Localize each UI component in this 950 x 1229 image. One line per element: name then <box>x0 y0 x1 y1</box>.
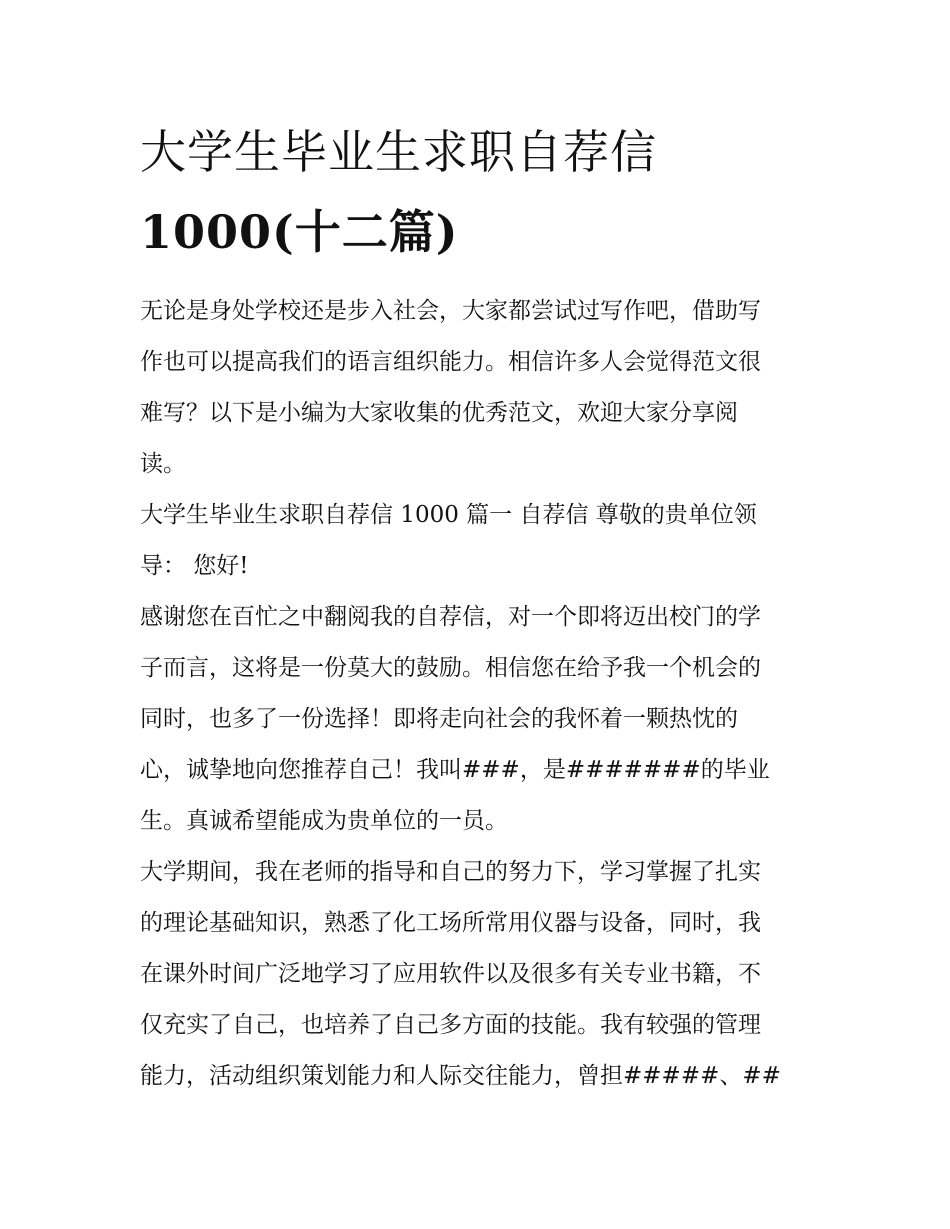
text-line: 感谢您在百忙之中翻阅我的自荐信，对一个即将迈出校门的学 <box>140 604 761 630</box>
text-line: 导： 您好! <box>140 553 249 579</box>
paragraph-thanks <box>140 592 820 847</box>
document-page <box>140 112 820 1102</box>
paragraph-heading <box>140 490 820 592</box>
text-line: 生。真诚希望能成为贵单位的一员。 <box>140 808 508 834</box>
text-line: 无论是身处学校还是步入社会，大家都尝试过写作吧，借助写 <box>140 298 761 324</box>
text-line: 同时，也多了一份选择！即将走向社会的我怀着一颗热忱的 <box>140 706 738 732</box>
text-line: 仅充实了自己，也培养了自己多方面的技能。我有较强的管理 <box>140 1012 761 1038</box>
title-line-2: 1000(十二篇) <box>140 205 459 259</box>
text-line: 心，诚挚地向您推荐自己！我叫###，是#######的毕业 <box>140 757 770 783</box>
text-line: 大学生毕业生求职自荐信 1000 篇一 自荐信 尊敬的贵单位领 <box>140 502 757 528</box>
title-line-1: 大学生毕业生求职自荐信 <box>140 125 657 179</box>
text-line: 子而言，这将是一份莫大的鼓励。相信您在给予我一个机会的 <box>140 655 761 681</box>
text-line: 在课外时间广泛地学习了应用软件以及很多有关专业书籍，不 <box>140 961 761 987</box>
text-line: 难写？以下是小编为大家收集的优秀范文，欢迎大家分享阅 <box>140 400 738 426</box>
document-body <box>140 286 820 1102</box>
paragraph-intro <box>140 286 820 490</box>
document-title <box>140 112 820 272</box>
paragraph-university <box>140 847 820 1102</box>
text-line: 读。 <box>140 451 186 477</box>
text-line: 能力，活动组织策划能力和人际交往能力，曾担#####、## <box>140 1063 781 1089</box>
text-line: 大学期间，我在老师的指导和自己的努力下，学习掌握了扎实 <box>140 859 761 885</box>
text-line: 作也可以提高我们的语言组织能力。相信许多人会觉得范文很 <box>140 349 761 375</box>
text-line: 的理论基础知识，熟悉了化工场所常用仪器与设备，同时，我 <box>140 910 761 936</box>
